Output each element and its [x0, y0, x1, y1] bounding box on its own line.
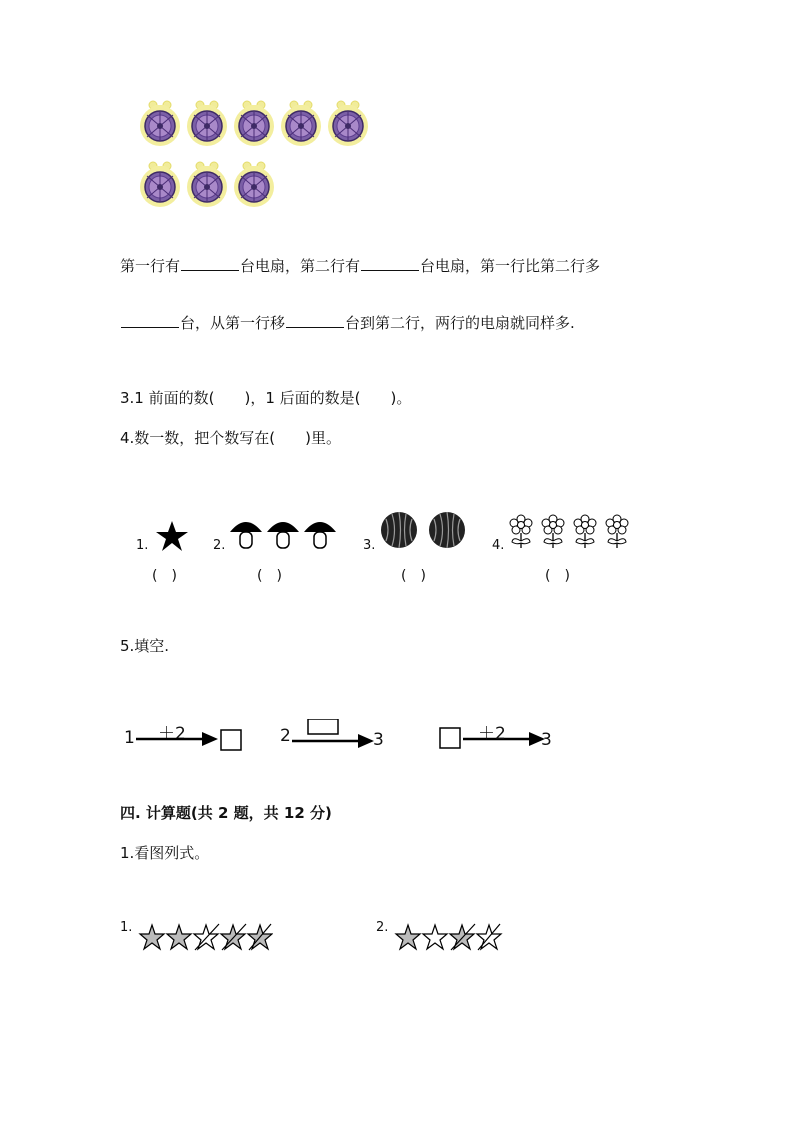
question-3: 3.1 前面的数( )，1 后面的数是( )。	[120, 389, 412, 407]
fan-question-line2	[120, 313, 575, 333]
answer-box[interactable]	[221, 730, 241, 750]
flower-icon	[606, 515, 628, 548]
eq3-end: 3	[541, 730, 552, 750]
fan-icon	[187, 162, 227, 207]
watermelon-group	[380, 511, 470, 551]
answer-box[interactable]	[308, 719, 338, 734]
fan-icon	[328, 101, 368, 146]
fan-icon	[234, 162, 274, 207]
item-label: 3.	[363, 538, 376, 553]
mushroom-icon	[304, 522, 336, 548]
answer-paren[interactable]: ( )	[257, 568, 282, 584]
fan-icon	[187, 101, 227, 146]
fan-icon	[234, 101, 274, 146]
section-4-question-1: 1.看图列式。	[120, 844, 210, 862]
item-label: 4.	[492, 538, 505, 553]
question-5: 5.填空.	[120, 637, 170, 655]
section-4-title: 四. 计算题(共 2 题，共 12 分)	[120, 804, 332, 822]
fans-picture	[136, 96, 370, 216]
answer-paren[interactable]: ( )	[152, 568, 177, 584]
text: 台到第二行，两行的电扇就同样多.	[345, 314, 575, 332]
eq1-start: 1	[124, 728, 135, 748]
question-4: 4.数一数，把个数写在( )里。	[120, 429, 342, 447]
fan-icon	[140, 162, 180, 207]
star-icon	[167, 925, 191, 949]
mushroom-icon	[230, 522, 262, 548]
fan-icon	[281, 101, 321, 146]
fan-question-line1	[120, 256, 600, 276]
mushroom-group	[228, 516, 338, 552]
answer-blank[interactable]	[361, 256, 419, 271]
flower-icon	[510, 515, 532, 548]
stars-figure-2	[393, 922, 503, 952]
text: 第一行有	[120, 257, 181, 275]
watermelon-icon	[381, 512, 417, 548]
flower-icon	[574, 515, 596, 548]
figure-label: 1.	[120, 920, 133, 935]
item-label: 1.	[136, 538, 149, 553]
watermelon-icon	[429, 512, 465, 548]
text: 台电扇，第二行有	[240, 257, 361, 275]
star-icon	[155, 520, 189, 552]
star-icon	[423, 925, 447, 949]
eq2-end: 3	[373, 730, 384, 750]
flower-group	[508, 514, 636, 550]
item-label: 2.	[213, 538, 226, 553]
answer-blank[interactable]	[181, 256, 239, 271]
figure-label: 2.	[376, 920, 389, 935]
fan-icon	[140, 101, 180, 146]
eq1-arrow-and-box	[136, 729, 246, 751]
eq1-op: ＋2	[158, 724, 186, 744]
stars-figure-1	[137, 922, 273, 952]
mushroom-icon	[267, 522, 299, 548]
answer-blank[interactable]	[121, 313, 179, 328]
answer-blank[interactable]	[286, 313, 344, 328]
answer-box[interactable]	[440, 728, 460, 748]
answer-paren[interactable]: ( )	[545, 568, 570, 584]
text: 台，从第一行移	[180, 314, 286, 332]
text: 台电扇，第一行比第二行多	[420, 257, 601, 275]
eq2-start: 2	[280, 726, 291, 746]
flower-icon	[542, 515, 564, 548]
eq2-arrow-and-box	[292, 719, 382, 753]
fan-group	[136, 96, 370, 216]
eq3-op: ＋2	[478, 724, 506, 744]
star-icon	[140, 925, 164, 949]
star-icon	[396, 925, 420, 949]
answer-paren[interactable]: ( )	[401, 568, 426, 584]
